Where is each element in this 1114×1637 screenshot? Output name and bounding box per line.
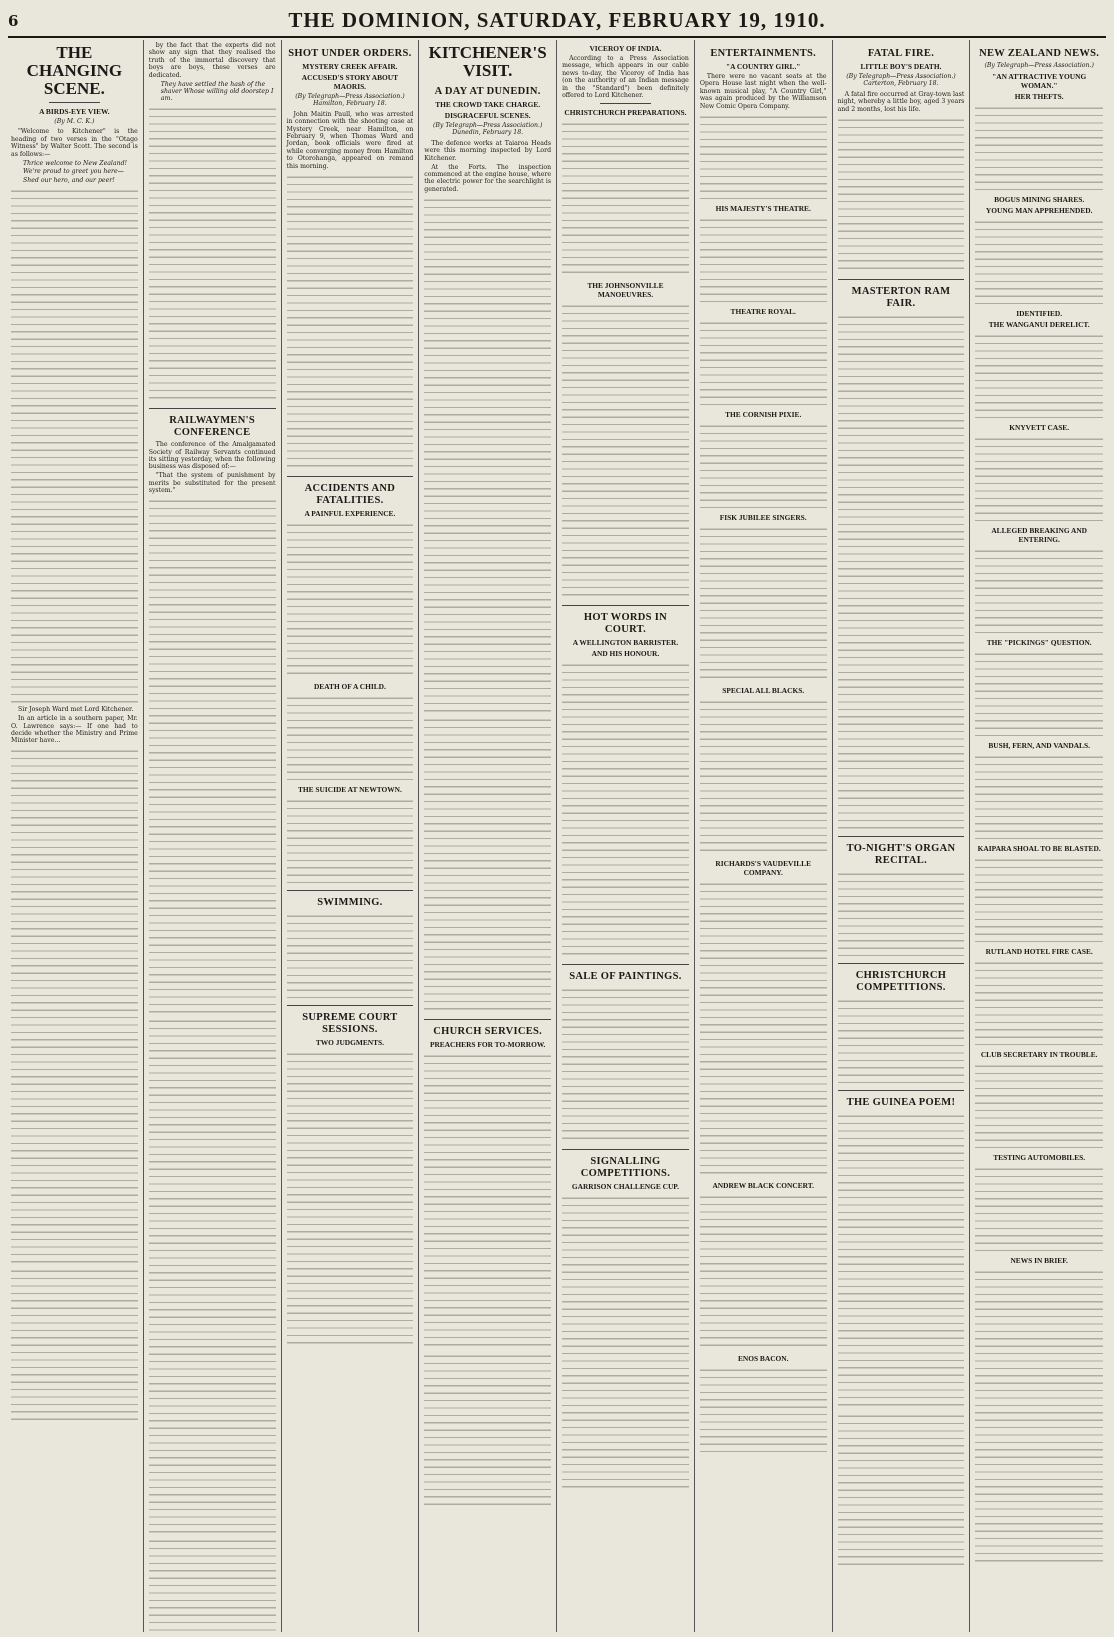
body-text-block: [424, 1351, 551, 1511]
body-text-block: [562, 119, 689, 279]
body-text-block: [700, 879, 827, 1179]
body-text-block: [838, 115, 965, 275]
subhead: NEWS IN BRIEF.: [1010, 1256, 1068, 1266]
body-text-block: [149, 496, 276, 1016]
subhead: BUSH, FERN, AND VANDALS.: [988, 741, 1090, 751]
subhead: ANDREW BLACK CONCERT.: [712, 1180, 814, 1190]
body-text-block: [700, 1192, 827, 1352]
subhead: KNYVETT CASE.: [1009, 423, 1070, 433]
body-text-block: [700, 318, 827, 408]
column-7: [833, 40, 971, 1632]
body-text-block: [700, 1365, 827, 1455]
hot-words-headline: HOT WORDS IN COURT.: [583, 612, 668, 636]
body-text-block: [149, 1536, 276, 1632]
paragraph: "Welcome to Kitchener" is the heading of two verses in the "Otago Witness" by Walter Scott. The second is as follows:—: [11, 128, 138, 158]
railwaymen-headline: RAILWAYMEN'S CONFERENCE: [169, 415, 255, 439]
shot-under-orders-headline: SHOT UNDER ORDERS.: [288, 48, 412, 59]
paragraph: According to a Press Association message, which appears in our cable news to-day, the Viceroy of India has (on the authority of an Indian message in the "Standard") been definitely offered to Lord Kitchener.: [562, 55, 689, 100]
changing-scene-headline: THE CHANGING SCENE.: [26, 43, 123, 98]
body-text-block: [287, 1049, 414, 1349]
viceroy-headline: VICEROY OF INDIA.: [589, 44, 662, 53]
swimming-headline: SWIMMING.: [317, 896, 383, 908]
subhead: MYSTERY CREEK AFFAIR.: [302, 62, 398, 71]
body-text-block: [700, 112, 827, 202]
body-text-block: [424, 715, 551, 1015]
body-text-block: [424, 1051, 551, 1351]
body-text-block: [975, 855, 1103, 945]
column-2: [144, 40, 282, 1632]
divider: [600, 103, 651, 104]
church-services-headline: CHURCH SERVICES.: [433, 1025, 543, 1037]
masthead: [8, 6, 1106, 38]
subhead: KAIPARA SHOAL TO BE BLASTED.: [977, 844, 1101, 854]
subhead: SPECIAL ALL BLACKS.: [722, 685, 805, 695]
fatal-fire-headline: FATAL FIRE.: [867, 48, 935, 59]
paragraph: Sir Joseph Ward met Lord Kitchener.: [18, 706, 134, 714]
column-5: [557, 40, 695, 1632]
column-6: [695, 40, 833, 1632]
body-text-block: [11, 1266, 138, 1426]
divider: [424, 1019, 551, 1020]
subhead: LITTLE BOY'S DEATH.: [860, 62, 942, 71]
column-8: [970, 40, 1108, 1632]
subhead: A PAINFUL EXPERIENCE.: [304, 508, 396, 518]
body-text-block: [975, 1164, 1103, 1254]
paragraph: A fatal fire occurred at Gray-town last night, whereby a little boy, aged 3 years and 2 months, lost his life.: [837, 90, 965, 113]
body-text-block: [975, 103, 1103, 193]
subhead: AND HIS HONOUR.: [591, 649, 660, 659]
body-text-block: [700, 215, 827, 305]
paragraph: At the Forts. The inspection commenced at the engine house, where the electric power for the searchlight is generated.: [424, 163, 552, 193]
subhead: THE WANGANUI DERELICT.: [988, 320, 1090, 330]
columns: [6, 40, 1108, 1632]
body-text-block: [562, 660, 689, 960]
paragraph: The defence works at Taiaroa Heads were this morning inspected by Lord Kitchener.: [424, 139, 552, 162]
column-3: [282, 40, 420, 1632]
manoeuvres-headline: THE JOHNSONVILLE MANOEUVRES.: [587, 281, 664, 300]
subhead: "AN ATTRACTIVE YOUNG WOMAN.": [992, 72, 1087, 91]
body-text-block: [838, 1411, 965, 1571]
subhead: CLUB SECRETARY IN TROUBLE.: [980, 1050, 1098, 1060]
divider: [287, 1005, 414, 1006]
body-text-block: [975, 217, 1103, 307]
paragraph: In an article in a southern paper, Mr. O. Lawrence says:— If one had to decide whether the Ministry and Prime Minister have...: [11, 715, 138, 745]
subhead: ACCUSED'S STORY ABOUT MAORIS.: [301, 73, 399, 91]
divider: [49, 102, 100, 103]
subhead: DEATH OF A CHILD.: [313, 681, 386, 691]
supreme-court-headline: SUPREME COURT SESSIONS.: [302, 1011, 398, 1035]
page-number: 6: [8, 12, 19, 30]
subhead: ALLEGED BREAKING AND ENTERING.: [991, 526, 1088, 545]
subhead: THE "PICKINGS" QUESTION.: [986, 638, 1092, 648]
subhead: TWO JUDGMENTS.: [315, 1037, 384, 1047]
newspaper-title: THE DOMINION, SATURDAY, FEBRUARY 19, 1910.: [288, 8, 826, 32]
subhead: PREACHERS FOR TO-MORROW.: [429, 1039, 546, 1049]
body-text-block: [149, 104, 276, 404]
body-text-block: [149, 1016, 276, 1536]
body-text-block: [700, 524, 827, 684]
divider: [838, 1090, 965, 1091]
subhead: TESTING AUTOMOBILES.: [993, 1153, 1086, 1163]
paragraph: by the fact that the experts did not show any sign that they realised the truth of the immortal discovery that boys are boys, these verses are dedicated.: [148, 42, 276, 79]
paragraph: John Maitin Paull, who was arrested in connection with the shooting case at Mystery Creek, near Hamilton, on February 9, when Thomas Ward and Jordan, book officials were fired at while converging money from Hamilton to Otorohanga, appeared on remand this morning.: [286, 110, 414, 170]
sale-of-paintings-headline: SALE OF PAINTINGS.: [569, 971, 682, 983]
body-text-block: [838, 1111, 965, 1411]
subhead: THE SUICIDE AT NEWTOWN.: [297, 784, 402, 794]
subhead: YOUNG MAN APPREHENDED.: [985, 206, 1093, 216]
divider: [287, 890, 414, 891]
body-text-block: [11, 186, 138, 706]
body-text-block: [975, 958, 1103, 1048]
competitions-headline: CHRISTCHURCH COMPETITIONS.: [855, 969, 947, 993]
verse-line: They have settled the hash of the shaver Whose willing old doorstep I am.: [160, 80, 274, 103]
nz-news-headline: NEW ZEALAND NEWS.: [979, 48, 1100, 59]
body-text-block: [287, 520, 414, 680]
divider: [149, 408, 276, 409]
dateline: (By Telegraph—Press Association.) Carterton, February 18.: [846, 73, 956, 88]
body-text-block: [11, 746, 138, 1266]
divider: [838, 963, 965, 964]
subhead: BOGUS MINING SHARES.: [994, 195, 1085, 205]
body-text-block: [975, 752, 1103, 842]
divider: [562, 605, 689, 606]
body-text-block: [838, 312, 965, 832]
subhead: "A COUNTRY GIRL.": [726, 62, 801, 71]
guinea-poem-headline: THE GUINEA POEM!: [846, 1096, 956, 1108]
subhead: THE CORNISH PIXIE.: [725, 409, 802, 419]
subhead: DISGRACEFUL SCENES.: [444, 111, 531, 120]
body-text-block: [975, 546, 1103, 636]
body-text-block: [975, 434, 1103, 524]
christchurch-headline: CHRISTCHURCH PREPARATIONS.: [564, 108, 687, 118]
subhead: A DAY AT DUNEDIN.: [434, 86, 541, 97]
column-1: [6, 40, 144, 1632]
entertainments-headline: ENTERTAINMENTS.: [710, 48, 817, 59]
body-text-block: [287, 172, 414, 472]
paragraph: "That the system of punishment by merits be substituted for the present system.": [148, 472, 276, 495]
body-text-block: [424, 195, 551, 715]
dateline: (By Telegraph—Press Association.) Dunedin, February 18.: [432, 122, 543, 137]
body-text-block: [975, 649, 1103, 739]
subhead: ENOS BACON.: [737, 1353, 789, 1363]
body-text-block: [700, 697, 827, 857]
organ-recital-headline: TO-NIGHT'S ORGAN RECITAL.: [846, 842, 956, 866]
body-text-block: [562, 985, 689, 1145]
paragraph: The conference of the Amalgamated Society of Railway Servants continued its sitting yesterday, when the following business was disposed of:—: [148, 441, 276, 471]
divider: [838, 836, 965, 837]
body-text-block: [562, 301, 689, 601]
subhead: RUTLAND HOTEL FIRE CASE.: [985, 947, 1093, 957]
body-text-block: [562, 1193, 689, 1493]
paragraph: There were no vacant seats at the Opera House last night when the well-known musical play, "A Country Girl," was again produced by the Williamson New Comic Opera Company.: [699, 73, 827, 110]
body-text-block: [838, 869, 965, 959]
subhead: THEATRE ROYAL.: [730, 306, 796, 316]
body-text-block: [838, 996, 965, 1086]
birds-eye-subhead: A BIRDS-EYE VIEW.: [39, 107, 110, 116]
verse-line: Thrice welcome to New Zealand!: [23, 159, 128, 167]
subhead: A WELLINGTON BARRISTER.: [572, 638, 679, 648]
kitcheners-visit-headline: KITCHENER'S VISIT.: [428, 43, 547, 80]
subhead: THE CROWD TAKE CHARGE.: [435, 100, 541, 109]
body-text-block: [287, 693, 414, 783]
subhead: IDENTIFIED.: [1016, 309, 1063, 319]
verse-line: Shed our hero, and our peer!: [23, 177, 115, 185]
body-text-block: [975, 331, 1103, 421]
body-text-block: [975, 1267, 1103, 1567]
masterton-headline: MASTERTON RAM FAIR.: [851, 285, 951, 309]
dateline: (By Telegraph—Press Association.) Hamilton, February 18.: [295, 93, 405, 108]
subhead: GARRISON CHALLENGE CUP.: [571, 1182, 679, 1192]
body-text-block: [700, 421, 827, 511]
divider: [562, 964, 689, 965]
body-text-block: [287, 911, 414, 1001]
byline: (By Telegraph—Press Association.): [984, 62, 1094, 69]
divider: [562, 1149, 689, 1150]
divider: [287, 476, 414, 477]
divider: [838, 279, 965, 280]
subhead: HIS MAJESTY'S THEATRE.: [715, 203, 811, 213]
body-text-block: [975, 1061, 1103, 1151]
byline: (By M. C. K.): [54, 118, 95, 125]
subhead: RICHARDS'S VAUDEVILLE COMPANY.: [715, 858, 812, 877]
column-4: [419, 40, 557, 1632]
verse-line: We're proud to greet you here—: [23, 168, 124, 176]
signalling-headline: SIGNALLING COMPETITIONS.: [580, 1156, 671, 1180]
subhead: FISK JUBILEE SINGERS.: [719, 512, 807, 522]
subhead: HER THEFTS.: [1014, 92, 1064, 102]
accidents-headline: ACCIDENTS AND FATALITIES.: [304, 482, 396, 506]
body-text-block: [287, 796, 414, 886]
